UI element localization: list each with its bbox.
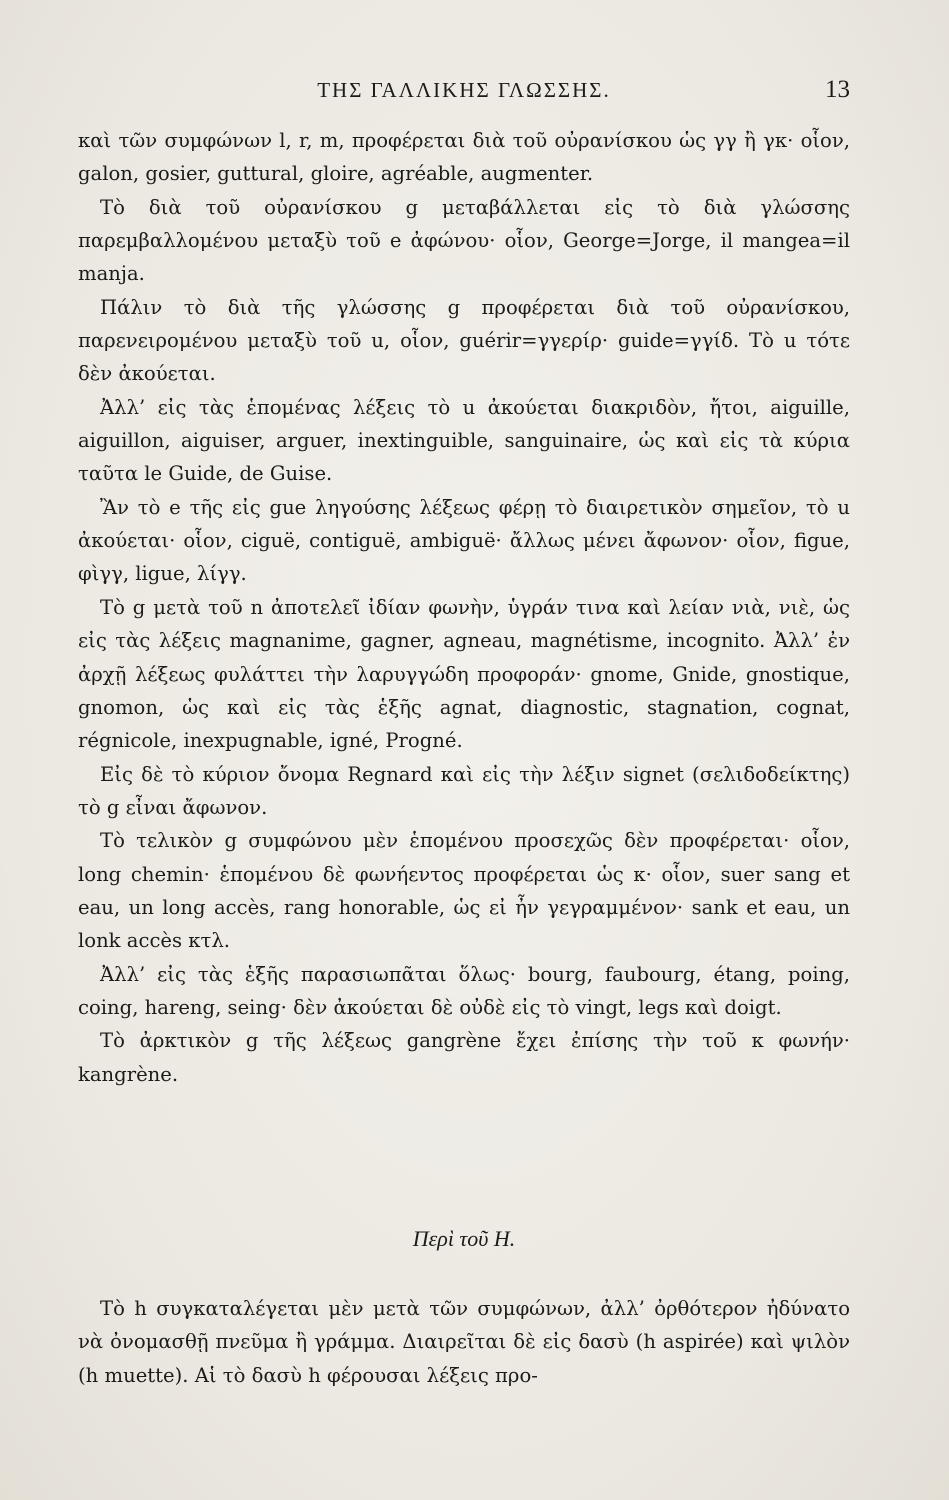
page-header — [78, 78, 850, 112]
paragraph: Τὸ h συγκαταλέγεται μὲν μετὰ τῶν συμφώνων, ἀλλ’ ὀρθότερον ἠδύνατο νὰ ὀνομασθῇ πνεῦμα ἢ γράμμα. Διαιρεῖται δὲ εἰς δασὺ (h aspirée) καὶ ψιλὸν (h muette). Αἱ τὸ δασὺ h φέρουσαι λέξεις προ- — [78, 1297, 850, 1387]
paragraph: Τὸ διὰ τοῦ οὐρανίσκου g μεταβάλλεται εἰς τὸ διὰ γλώσσης παρεμβαλλομένου μεταξὺ τοῦ e ἀφώνου· οἷον, George=Jorge, il mangea=il manja. — [78, 195, 850, 286]
paragraph: Τὸ g μετὰ τοῦ n ἀποτελεῖ ἰδίαν φωνὴν, ὑγράν τινα καὶ λείαν νιὰ, νιὲ, ὡς εἰς τὰς λέξεις magnanime, gagner, agneau, magnétisme, incognito. Ἀλλ’ ἐν ἀρχῇ λέξεως φυλάττει τὴν λαρυγγώδη προφοράν· gnome, Gnide, gnostique, gnomon, ὡς καὶ εἰς τὰς ἑξῆς agnat, diagnostic, stagnation, cognat, régnicole, inexpugnable, igné, Progné. — [78, 595, 850, 753]
paragraph: Τὸ τελικὸν g συμφώνου μὲν ἑπομένου προσεχῶς δὲν προφέρεται· οἷον, long chemin· ἑπομένου δὲ φωνήεντος προφέρεται ὡς κ· οἷον, suer sang et eau, un long accès, rang honorable, ὡς εἰ ἦν γεγραμμένον· sank et eau, un lonk accès κτλ. — [78, 829, 850, 953]
running-title: ΤΗΣ ΓΑΛΛΙΚΗΣ ΓΛΩΣΣΗΣ. — [317, 78, 611, 102]
paragraph: Ἀλλ’ εἰς τὰς ἑξῆς παρασιωπᾶται ὅλως· bourg, faubourg, étang, poing, coing, hareng, seing· δὲν ἀκούεται δὲ οὐδὲ εἰς τὸ vingt, legs καὶ doigt. — [78, 962, 850, 1019]
paragraph: Πάλιν τὸ διὰ τῆς γλώσσης g προφέρεται διὰ τοῦ οὐρανίσκου, παρενειρομένου μεταξὺ τοῦ u, οἷον, guérir=γγερίρ· guide=γγίδ. Τὸ u τότε δὲν ἀκούεται. — [78, 295, 850, 386]
body-text — [78, 124, 850, 1091]
page-number: 13 — [825, 76, 850, 103]
paragraph: Τὸ ἀρκτικὸν g τῆς λέξεως gangrène ἔχει ἐπίσης τὴν τοῦ κ φωνήν· kangrène. — [78, 1029, 850, 1086]
section-heading: Περὶ τοῦ H. — [412, 1226, 516, 1251]
paragraph: καὶ τῶν συμφώνων l, r, m, προφέρεται διὰ τοῦ οὐρανίσκου ὡς γγ ἢ γκ· οἷον, galon, gosier, guttural, gloire, agréable, augmenter. — [78, 129, 850, 186]
paragraph: Ἂν τὸ e τῆς εἰς gue ληγούσης λέξεως φέρῃ τὸ διαιρετικὸν σημεῖον, τὸ u ἀκούεται· οἷον, ciguë, contiguë, ambiguë· ἄλλως μένει ἄφωνον· οἷον, figue, φὶγγ, ligue, λίγγ. — [78, 495, 850, 586]
paragraph: Εἰς δὲ τὸ κύριον ὄνομα Regnard καὶ εἰς τὴν λέξιν signet (σελιδοδείκτης) τὸ g εἶναι ἄφωνον. — [78, 762, 850, 819]
paragraph: Ἀλλ’ εἰς τὰς ἑπομένας λέξεις τὸ u ἀκούεται διακριδὸν, ἤτοι, aiguille, aiguillon, aiguiser, arguer, inextinguible, sanguinaire, ὡς καὶ εἰς τὰ κύρια ταῦτα le Guide, de Guise. — [78, 395, 850, 486]
section-body-text — [78, 1292, 850, 1392]
